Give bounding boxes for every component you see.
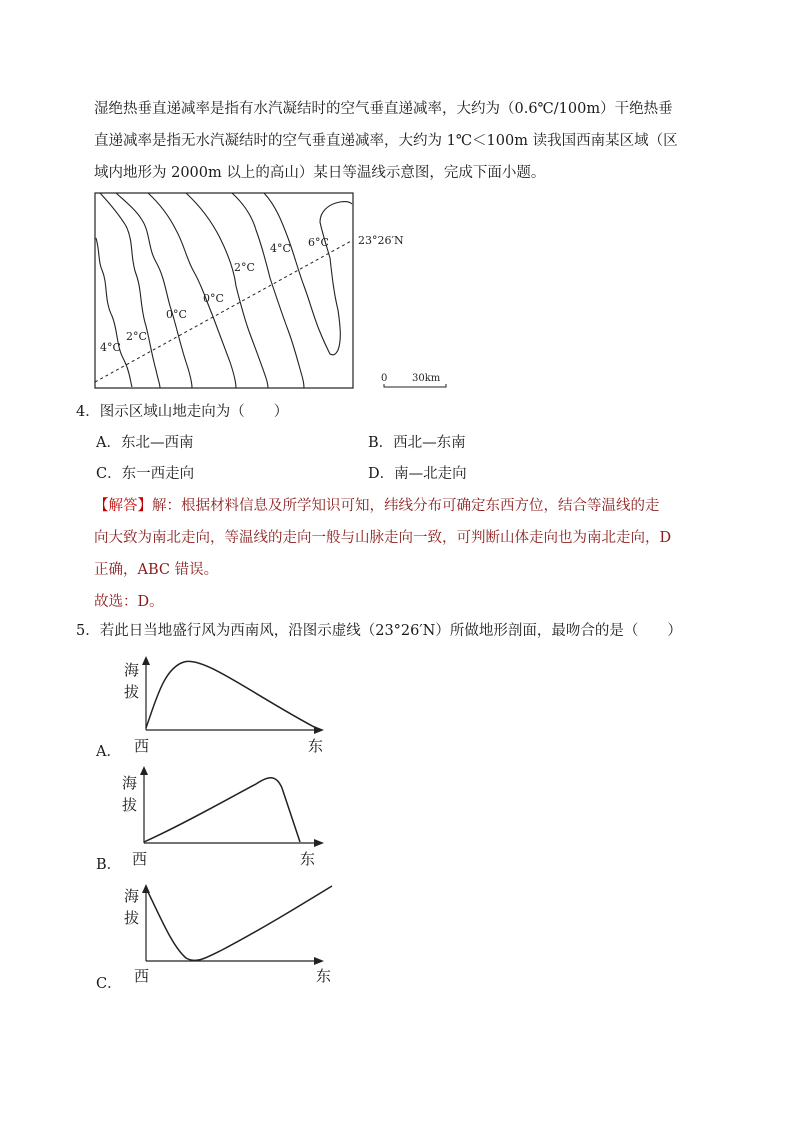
q5-stem: 5．若此日当地盛行风为西南风，沿图示虚线（23°26′N）所做地形剖面，最吻合的是（ ） <box>76 623 682 639</box>
q5-option-b[interactable]: B． <box>96 857 122 873</box>
q5-option-c[interactable]: C． <box>96 976 122 992</box>
q4-option-c[interactable]: C．东一西走向 <box>96 466 195 482</box>
label-4c-west: 4°C <box>100 341 121 354</box>
graph-a-ylabel-2: 拔 <box>124 683 140 701</box>
label-2c-west: 2°C <box>126 330 147 343</box>
graph-c-ylabel-1: 海 <box>124 887 140 905</box>
profile-curve-a <box>146 661 316 728</box>
map-frame <box>95 193 353 388</box>
graph-b-east-label: 东 <box>300 850 316 868</box>
q4-choice: 故选：D。 <box>94 594 164 610</box>
q4-answer-line-1 <box>94 496 660 516</box>
q4-option-b[interactable]: B．西北—东南 <box>368 435 466 451</box>
intro-line-3: 域内地形为 2000m 以上的高山）某日等温线示意图，完成下面小题。 <box>94 165 546 181</box>
profile-curve-b <box>144 778 300 842</box>
graph-b-west-label: 西 <box>132 850 148 868</box>
scale-bar <box>381 373 446 387</box>
q4-option-d[interactable]: D．南—北走向 <box>368 466 467 482</box>
graph-b-ylabel-1: 海 <box>122 774 138 792</box>
label-0c-b: 0°C <box>203 292 224 305</box>
isotherm-line-2c-mid <box>186 193 268 388</box>
graph-b-ylabel-2: 拔 <box>122 796 138 814</box>
profile-graph-c <box>142 884 332 965</box>
profile-graph-b <box>140 766 324 847</box>
profile-curve-c <box>146 886 332 960</box>
graph-c-west-label: 西 <box>134 967 150 985</box>
intro-line-2: 直递减率是指无水汽凝结时的空气垂直递减率，大约为 1℃＜100m 读我国西南某区域（区 <box>94 133 678 149</box>
label-4c-east: 4°C <box>270 242 291 255</box>
isotherm-line-2c-west <box>100 193 160 388</box>
isotherm-line-4c-east <box>232 193 304 388</box>
graph-a-east-label: 东 <box>308 737 324 755</box>
graph-a-west-label: 西 <box>134 737 150 755</box>
answer-tag: 【解答】 <box>94 498 152 514</box>
scale-zero: 0 <box>381 373 388 384</box>
intro-line-1: 湿绝热垂直递减率是指有水汽凝结时的空气垂直递减率，大约为（0.6℃/100m）干绝热垂 <box>94 101 673 117</box>
label-0c-a: 0°C <box>166 308 187 321</box>
scale-label: 30km <box>412 373 441 384</box>
graph-c-ylabel-2: 拔 <box>124 909 140 927</box>
label-6c: 6°C <box>308 236 329 249</box>
label-2c-mid: 2°C <box>234 261 255 274</box>
isotherm-line-6c <box>264 193 352 355</box>
answer-text-1: 解：根据材料信息及所学知识可知，纬线分布可确定东西方位，结合等温线的走 <box>152 498 660 514</box>
q4-option-a[interactable]: A．东北—西南 <box>96 435 194 451</box>
q4-answer-line-2: 向大致为南北走向，等温线的走向一般与山脉走向一致，可判断山体走向也为南北走向，D <box>94 530 672 546</box>
isotherm-line-0c-a <box>116 193 192 388</box>
isotherm-map <box>95 193 446 388</box>
q4-answer-line-3: 正确，ABC 错误。 <box>94 562 219 578</box>
isotherm-line-0c-b <box>148 193 236 388</box>
graph-a-ylabel-1: 海 <box>124 661 140 679</box>
q4-stem: 4．图示区域山地走向为（ ） <box>76 404 289 420</box>
profile-graph-a <box>142 656 324 734</box>
q5-option-a[interactable]: A． <box>96 744 121 760</box>
latitude-dashed-line <box>95 240 353 382</box>
latitude-label: 23°26′N <box>358 234 404 247</box>
graph-c-east-label: 东 <box>316 967 332 985</box>
